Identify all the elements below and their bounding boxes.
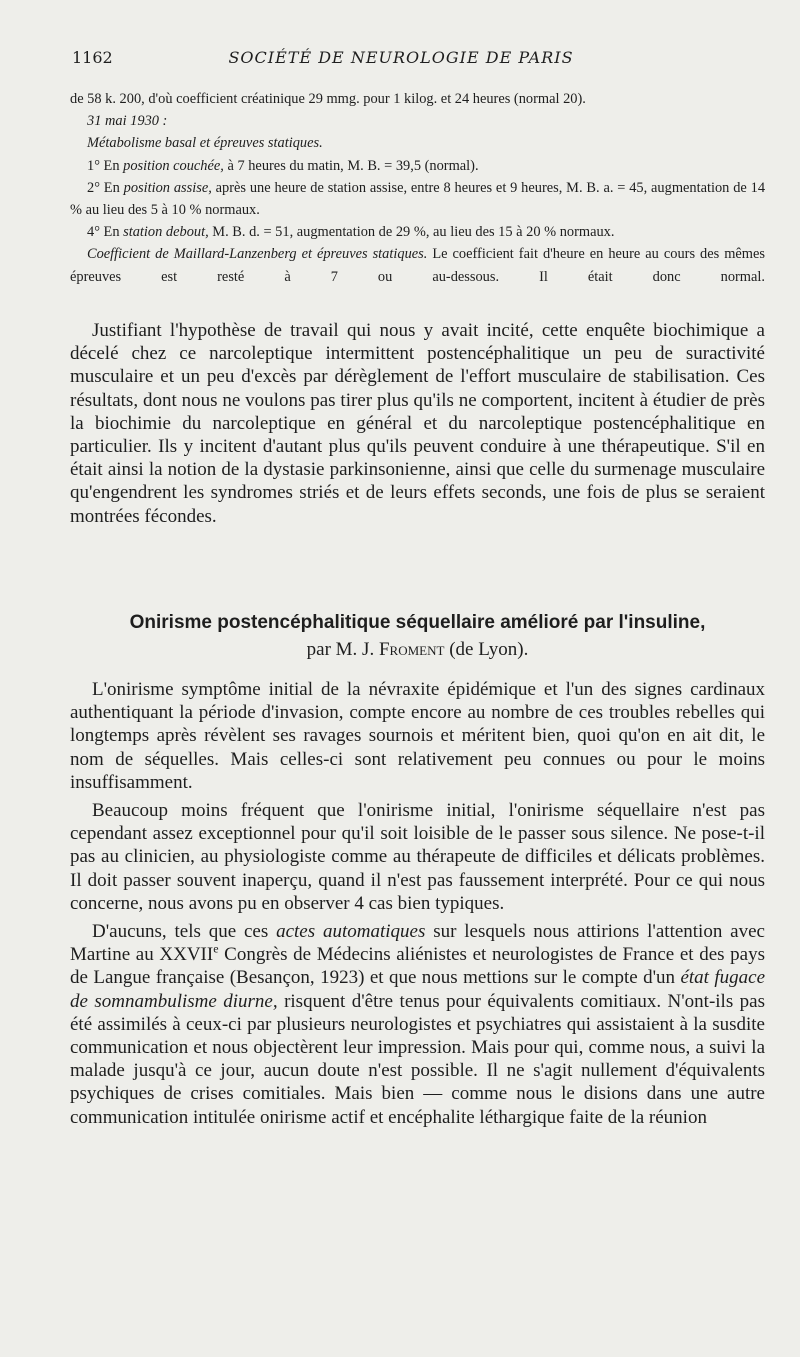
page-number: 1162 (72, 48, 113, 67)
conclusion-block (70, 319, 765, 528)
protocol-item-2: 2° En position assise, après une heure de station assise, entre 8 heures et 9 heures, M. B. a. = 45, augmentation de 14 % au lieu des 5 à 10 % normaux. (70, 179, 766, 219)
protocol-item-4: 4° En station debout, M. B. d. = 51, augmentation de 29 %, au lieu des 15 à 20 % normaux. (87, 224, 615, 241)
author-name: Froment (378, 639, 445, 660)
running-header (72, 48, 760, 72)
protocol-subtitle: Métabolisme basal et épreuves statiques. (87, 135, 323, 152)
protocol-block (70, 88, 765, 288)
article-title: Onirisme postencéphalitique séquellaire amélioré par l'insuline, (129, 612, 706, 633)
article-heading (70, 610, 765, 662)
protocol-line: de 58 k. 200, d'où coefficient créatinique 29 mmg. pour 1 kilog. et 24 heures (normal 20). (70, 91, 586, 107)
protocol-coefficient: Coefficient de Maillard-Lanzenberg et épreuves statiques. Le coefficient fait d'heure en heure au cours des mêmes épreuves est resté à 7 ou au-dessous. Il était donc normal. (70, 246, 765, 285)
article-paragraph-2: Beaucoup moins fréquent que l'onirisme initial, l'onirisme séquellaire n'est pas cependant assez exceptionnel pour qu'il soit loisible de le passer sous silence. Ne pose-t-il pas au clinicien, au physiologiste comme au thérapeute de difficiles et délicats problèmes. Il doit passer souvent inaperçu, quand il n'est pas faussement interprété. Pour ce qui nous concerne, nous avons pu en observer 4 cas bien typiques. (70, 800, 765, 914)
protocol-date: 31 mai 1930 : (87, 113, 168, 130)
article-paragraph-3: D'aucuns, tels que ces actes automatiques sur lesquels nous attirions l'attention avec Martine au XXVIIe Congrès de Médecins aliénistes et neurologistes de France et des pays de Langue française (Besançon, 1923) et que nous mettions sur le compte d'un état fugace de somnambulisme diurne, risquent d'être tenus pour équivalents comitiaux. N'ont-ils pas été assimilés à ceux-ci par plusieurs neurologistes et psychiatres qui assistaient à la susdite communication et nous objectèrent leur impression. Mais pour qui, comme nous, a suivi la malade jusqu'à ce jour, aucun doute n'est possible. Il ne s'agit nullement d'équivalents psychiques de crises comitiales. Mais bien — comme nous le disions dans une autre communication intitulée onirisme actif et encéphalite léthargique faite de la réunion (70, 921, 766, 1128)
protocol-item-1: 1° En position couchée, à 7 heures du matin, M. B. = 39,5 (normal). (87, 157, 479, 174)
conclusion-paragraph: Justifiant l'hypothèse de travail qui nous y avait incité, cette enquête biochimique a décelé chez ce narcoleptique intermittent postencéphalitique un peu de suractivité musculaire et un peu d'excès par dérèglement de l'effort musculaire de stabilisation. Ces résultats, dont nous ne voulons pas tirer plus qu'ils ne comportent, incitent à étudier de près la biochimie du narcoleptique en général et du narcoleptique postencéphalitique en particulier. Ils y incitent d'autant plus qu'ils peuvent conduire à une thérapeutique. S'il en était ainsi la notion de la dystasie parkinsonienne, ainsi que celle du surmenage musculaire qu'engendrent les syndromes striés et de leurs effets seconds, une fois de plus se seraient montrées fécondes. (70, 320, 765, 527)
article-body (70, 678, 765, 1129)
article-byline: par M. J. Froment (de Lyon). (306, 639, 529, 660)
journal-title: SOCIÉTÉ DE NEUROLOGIE DE PARIS (228, 48, 574, 67)
article-paragraph-1: L'onirisme symptôme initial de la névraxite épidémique et l'un des signes cardinaux authentiquant la période d'invasion, compte encore au nombre de ces troubles rebelles qui longtemps après révèlent ses ravages sournois et méritent bien, quoi qu'on en ait dit, le nom de séquelles. Mais celles-ci sont relativement peu connues ou pour le moins insuffisamment. (70, 679, 765, 793)
